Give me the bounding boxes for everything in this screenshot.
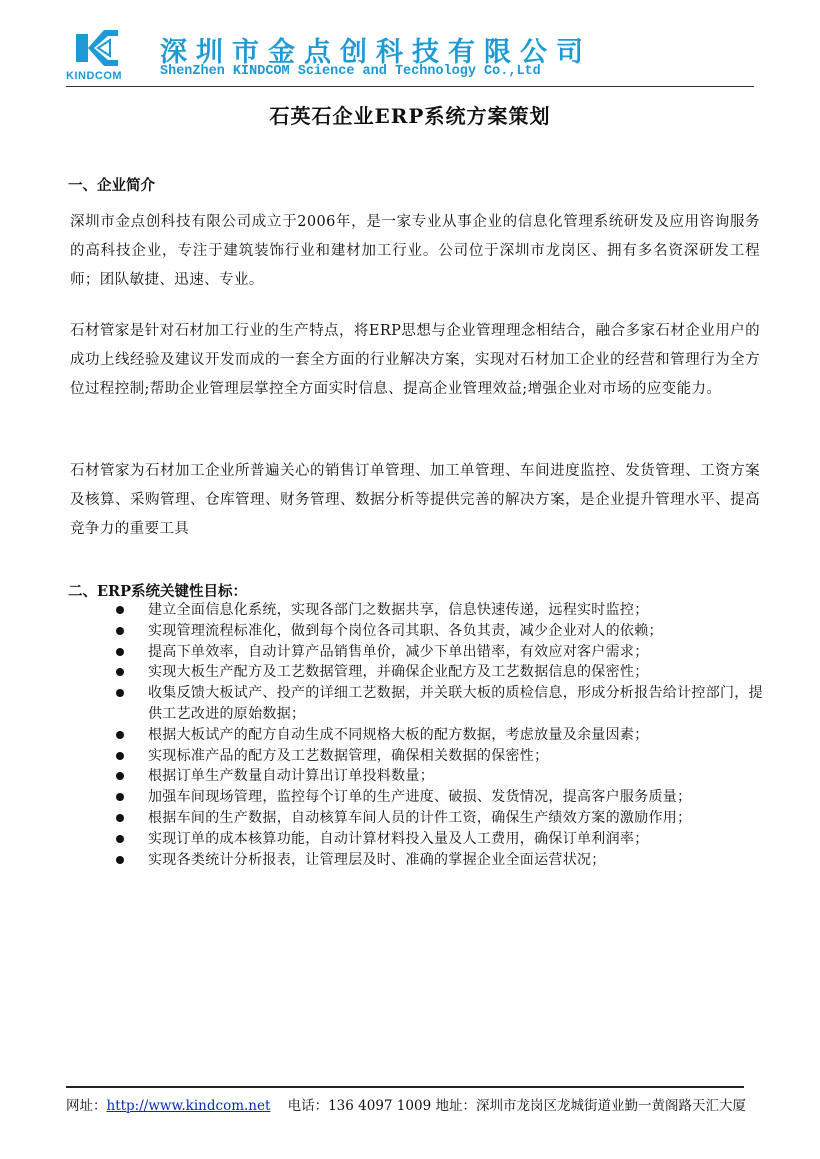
footer-address: 深圳市龙岗区龙城街道业勤一黄阁路天汇大厦 <box>475 1098 746 1114</box>
list-item: 根据车间的生产数据，自动核算车间人员的计件工资，确保生产绩效方案的激励作用； <box>112 808 772 829</box>
bullet-icon <box>116 627 124 635</box>
goals-list <box>112 600 772 870</box>
footer-phone-label: 电话： <box>287 1098 329 1114</box>
letterhead <box>66 22 756 86</box>
list-item: 提高下单效率，自动计算产品销售单价，减少下单出错率，有效应对客户需求； <box>112 642 772 663</box>
footer-divider <box>66 1086 744 1088</box>
bullet-icon <box>116 752 124 760</box>
intro-paragraph-3: 石材管家为石材加工企业所普遍关心的销售订单管理、加工单管理、车间进度监控、发货管理、工资方案及核算、采购管理、仓库管理、财务管理、数据分析等提供完善的解决方案，是企业提升管理水平、提高竞争力的重要工具 <box>70 463 760 537</box>
list-item: 实现管理流程标准化，做到每个岗位各司其职、各负其责，减少企业对人的依赖； <box>112 621 772 642</box>
bullet-icon <box>116 606 124 614</box>
list-item: 实现订单的成本核算功能，自动计算材料投入量及人工费用，确保订单利润率； <box>112 829 772 850</box>
header-divider <box>66 86 754 87</box>
bullet-icon <box>116 856 124 864</box>
list-item: 实现各类统计分析报表，让管理层及时、准确的掌握企业全面运营状况； <box>112 850 772 871</box>
bullet-icon <box>116 793 124 801</box>
list-item: 实现大板生产配方及工艺数据管理，并确保企业配方及工艺数据信息的保密性； <box>112 662 772 683</box>
list-item: 根据订单生产数量自动计算出订单投料数量； <box>112 766 772 787</box>
bullet-icon <box>116 689 124 697</box>
bullet-icon <box>116 731 124 739</box>
footer <box>66 1094 746 1114</box>
list-item: 加强车间现场管理，监控每个订单的生产进度、破损、发货情况，提高客户服务质量； <box>112 787 772 808</box>
logo-text: KINDCOM <box>66 70 123 82</box>
bullet-icon <box>116 772 124 780</box>
list-item: 建立全面信息化系统，实现各部门之数据共享，信息快速传递，远程实时监控； <box>112 600 772 621</box>
section-heading-intro: 一、企业简介 <box>68 177 155 194</box>
company-name-cn: 深圳市金点创科技有限公司 <box>160 37 592 68</box>
list-item: 实现标准产品的配方及工艺数据管理，确保相关数据的保密性； <box>112 746 772 767</box>
kindcom-logo-icon <box>74 28 120 68</box>
footer-address-label: 地址： <box>435 1098 476 1114</box>
intro-paragraph-2: 石材管家是针对石材加工行业的生产特点，将ERP思想与企业管理理念相结合，融合多家石材企业用户的成功上线经验及建议开发而成的一套全方面的行业解决方案，实现对石材加工企业的经营和管理行为全方位过程控制;帮助企业管理层掌控全方面实时信息、提高企业管理效益;增强企业对市场的应变能力。 <box>70 323 760 397</box>
document-title: 石英石企业ERP系统方案策划 <box>269 104 551 128</box>
bullet-icon <box>116 668 124 676</box>
website-link[interactable]: http://www.kindcom.net <box>106 1098 271 1114</box>
footer-phone: 136 4097 1009 <box>328 1098 432 1114</box>
bullet-icon <box>116 835 124 843</box>
bullet-icon <box>116 814 124 822</box>
company-logo <box>66 28 146 86</box>
footer-web-label: 网址： <box>66 1098 107 1114</box>
bullet-icon <box>116 648 124 656</box>
list-item: 收集反馈大板试产、投产的详细工艺数据，并关联大板的质检信息，形成分析报告给计控部门，提供工艺改进的原始数据； <box>112 683 772 725</box>
section-heading-goals: 二、ERP系统关键性目标： <box>68 583 248 600</box>
list-item: 根据大板试产的配方自动生成不同规格大板的配方数据，考虑放量及余量因素； <box>112 725 772 746</box>
intro-paragraph-1: 深圳市金点创科技有限公司成立于2006年，是一家专业从事企业的信息化管理系统研发及应用咨询服务的高科技企业，专注于建筑装饰行业和建材加工行业。公司位于深圳市龙岗区、拥有多名资深研发工程师；团队敏捷、迅速、专业。 <box>70 214 760 288</box>
company-name-en: ShenZhen KINDCOM Science and Technology Co.,Ltd <box>160 64 541 79</box>
